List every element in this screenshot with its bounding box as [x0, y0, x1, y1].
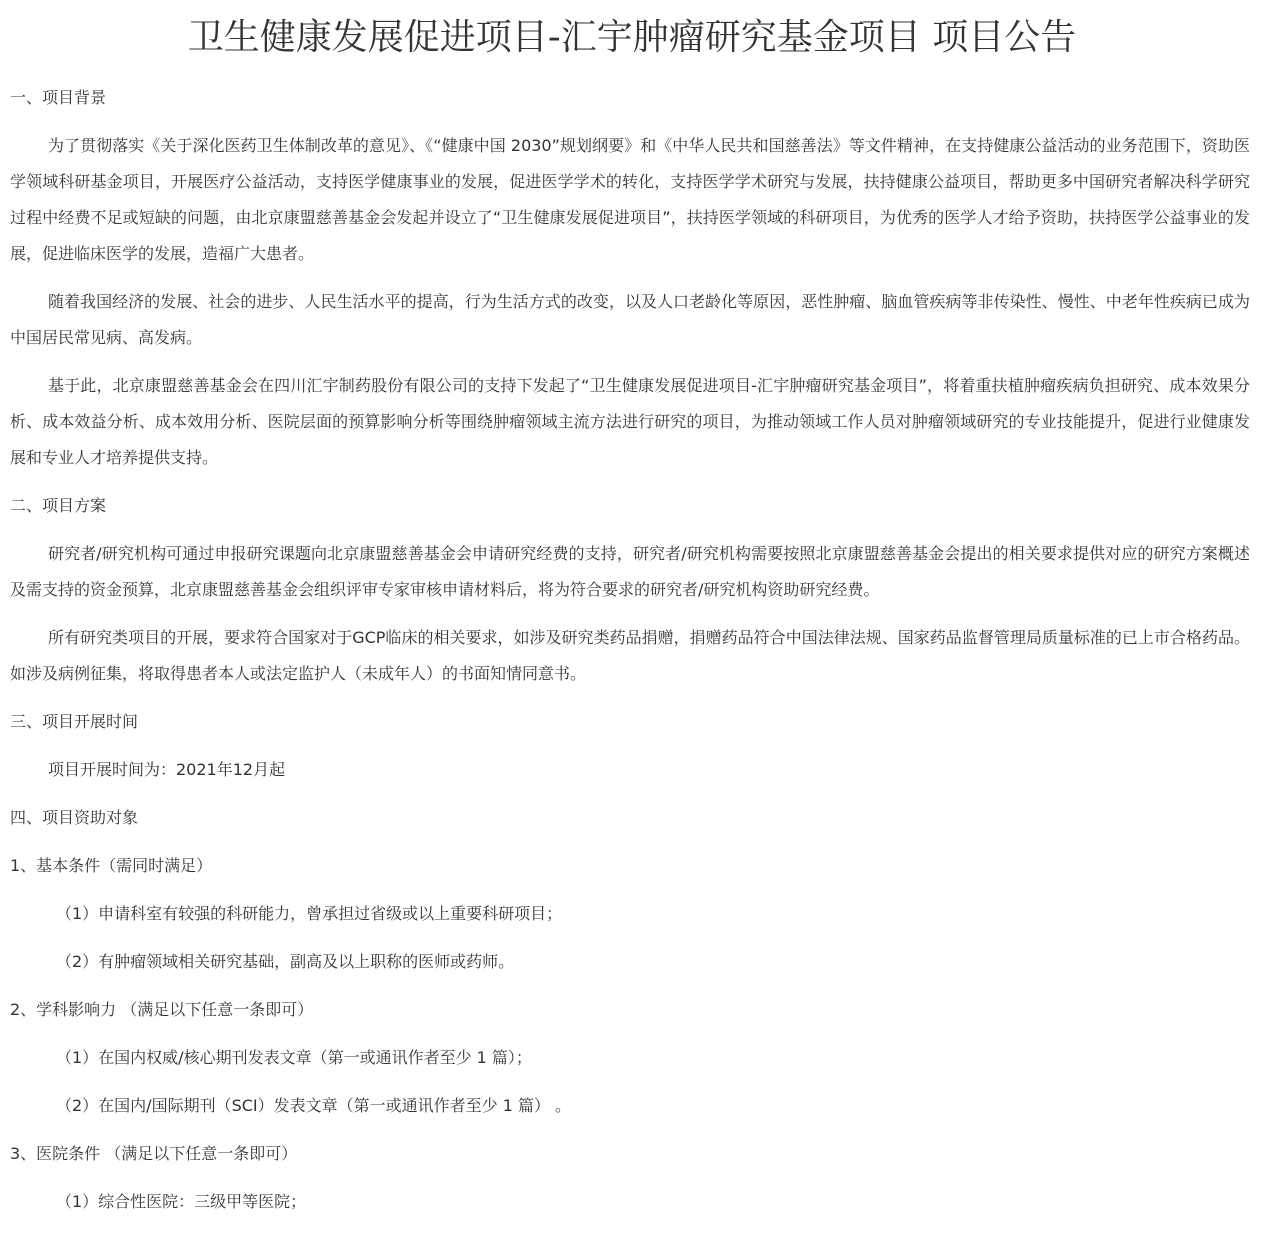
- background-paragraph-1: 为了贯彻落实《关于深化医药卫生体制改革的意见》、《“健康中国 2030”规划纲要》和《中华人民共和国慈善法》等文件精神，在支持健康公益活动的业务范围下，资助医学领域科研基金项目，开展医疗公益活动，支持医学健康事业的发展，促进医学学术的转化，支持医学学术研究与发展，扶持健康公益项目，帮助更多中国研究者解决科学研究过程中经费不足或短缺的问题，由北京康盟慈善基金会发起并设立了“卫生健康发展促进项目”，扶持医学领域的科研项目，为优秀的医学人才给予资助，扶持医学公益事业的发展，促进临床医学的发展，造福广大患者。: [10, 136, 1250, 263]
- section-heading-background: 一、项目背景: [10, 88, 107, 107]
- basic-conditions-heading: 1、基本条件（需同时满足）: [10, 856, 213, 875]
- schedule-paragraph: 项目开展时间为：2021年12月起: [48, 760, 286, 779]
- hospital-condition-item-1: （1）综合性医院：三级甲等医院；: [56, 1192, 307, 1211]
- plan-paragraph-2: 所有研究类项目的开展，要求符合国家对于GCP临床的相关要求，如涉及研究类药品捐赠，捐赠药品符合中国法律法规、国家药品监督管理局质量标准的已上市合格药品。如涉及病例征集，将取得患者本人或法定监护人（未成年人）的书面知情同意书。: [10, 628, 1250, 683]
- section-heading-schedule: 三、项目开展时间: [10, 712, 139, 731]
- plan-paragraph-1: 研究者/研究机构可通过申报研究课题向北京康盟慈善基金会申请研究经费的支持，研究者/研究机构需要按照北京康盟慈善基金会提出的相关要求提供对应的研究方案概述及需支持的资金预算，北京康盟慈善基金会组织评审专家审核申请材料后，将为符合要求的研究者/研究机构资助研究经费。: [10, 544, 1250, 599]
- page-title: 卫生健康发展促进项目-汇宇肿瘤研究基金项目 项目公告: [187, 17, 1077, 58]
- academic-influence-heading: 2、学科影响力 （满足以下任意一条即可）: [10, 1000, 314, 1019]
- background-paragraph-3: 基于此，北京康盟慈善基金会在四川汇宇制药股份有限公司的支持下发起了“卫生健康发展促进项目-汇宇肿瘤研究基金项目”，将着重扶植肿瘤疾病负担研究、成本效果分析、成本效益分析、成本效用分析、医院层面的预算影响分析等围绕肿瘤领域主流方法进行研究的项目，为推动领域工作人员对肿瘤领域研究的专业技能提升，促进行业健康发展和专业人才培养提供支持。: [10, 376, 1250, 467]
- academic-influence-item-2: （2）在国内/国际期刊（SCI）发表文章（第一或通讯作者至少 1 篇） 。: [56, 1096, 572, 1115]
- basic-condition-item-2: （2）有肿瘤领域相关研究基础，副高及以上职称的医师或药师。: [56, 952, 515, 971]
- basic-condition-item-1: （1）申请科室有较强的科研能力，曾承担过省级或以上重要科研项目；: [56, 904, 563, 923]
- background-paragraph-2: 随着我国经济的发展、社会的进步、人民生活水平的提高，行为生活方式的改变，以及人口老龄化等原因，恶性肿瘤、脑血管疾病等非传染性、慢性、中老年性疾病已成为中国居民常见病、高发病。: [10, 292, 1250, 347]
- academic-influence-item-1: （1）在国内权威/核心期刊发表文章（第一或通讯作者至少 1 篇）；: [56, 1048, 532, 1067]
- section-heading-plan: 二、项目方案: [10, 496, 107, 515]
- article-body: [10, 80, 1250, 1232]
- hospital-conditions-heading: 3、医院条件 （满足以下任意一条即可）: [10, 1144, 298, 1163]
- section-heading-eligibility: 四、项目资助对象: [10, 808, 139, 827]
